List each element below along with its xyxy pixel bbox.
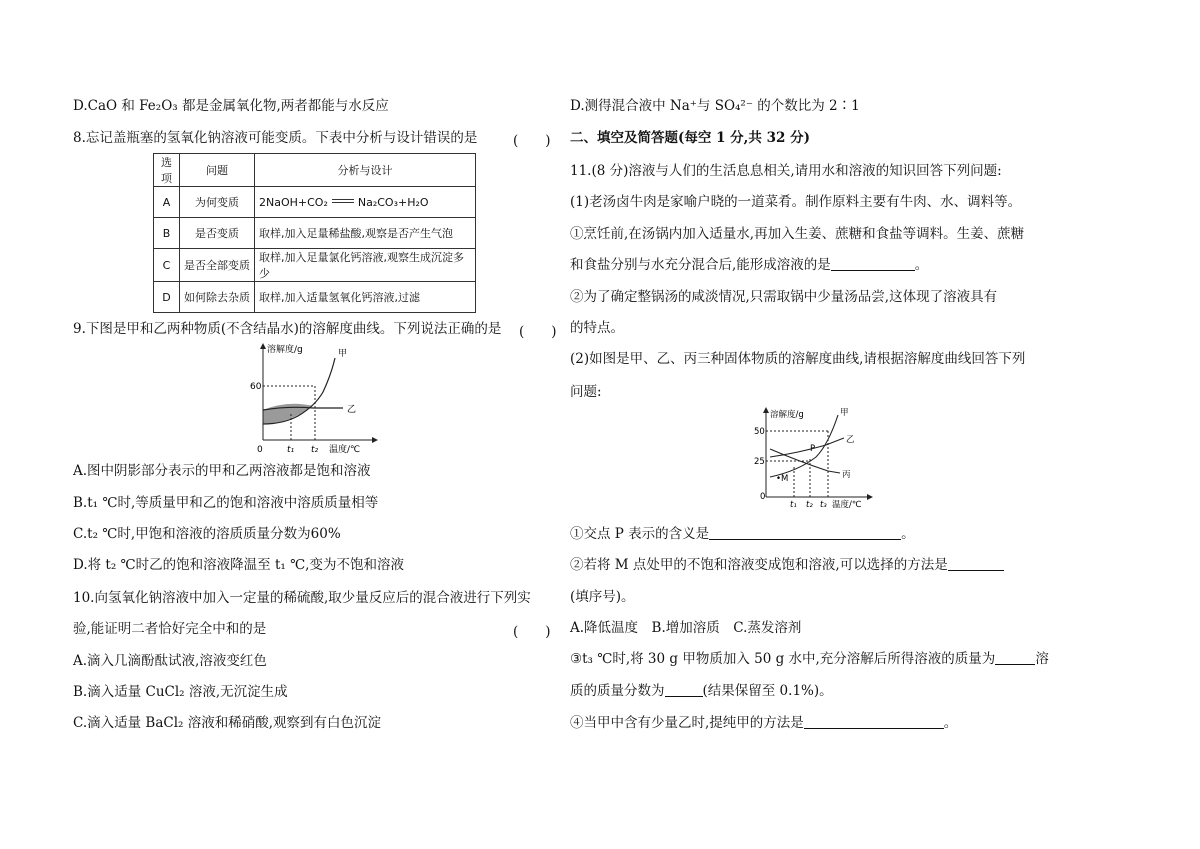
- q11-part1-1-line2: [570, 256, 928, 274]
- q11-sub3-line1: [570, 650, 1049, 668]
- q9-solubility-graph: [243, 340, 383, 458]
- q11-part1-2-line2: 的特点。: [570, 320, 624, 336]
- table-cell: 是否全部变质: [180, 249, 255, 282]
- tick-t1: t₁: [287, 445, 295, 455]
- table-header: 问题: [180, 154, 255, 187]
- q9-option-a: A.图中阴影部分表示的甲和乙两溶液都是饱和溶液: [73, 463, 371, 479]
- q10-option-c: C.滴入适量 BaCl₂ 溶液和稀硝酸,观察到有白色沉淀: [73, 715, 382, 731]
- answer-blank[interactable]: [831, 256, 915, 271]
- table-cell: 取样,加入足量稀盐酸,观察是否产生气泡: [255, 218, 476, 249]
- answer-blank[interactable]: [665, 682, 703, 697]
- tick-60: 60: [250, 382, 262, 392]
- tick-t1: t₁: [790, 500, 797, 510]
- prompt-text: ①交点 P 表示的含义是: [570, 526, 710, 542]
- origin-label: 0: [760, 492, 766, 502]
- q11-sub2-options: A.降低温度 B.增加溶质 C.蒸发溶剂: [570, 620, 802, 636]
- table-row: [154, 218, 476, 249]
- q9-option-b: B.t₁ ℃时,等质量甲和乙的饱和溶液中溶质质量相等: [73, 495, 379, 511]
- q11-solubility-graph: [748, 405, 878, 515]
- table-cell: C: [154, 249, 180, 282]
- label-point-m: •M: [776, 474, 789, 484]
- answer-blank[interactable]: [995, 650, 1035, 665]
- prompt-text: 质的质量分数为: [570, 683, 665, 699]
- answer-blank[interactable]: [948, 556, 1004, 571]
- table-cell: 为何变质: [180, 187, 255, 218]
- q8-stem: 8.忘记盖瓶塞的氢氧化钠溶液可能变质。下表中分析与设计错误的是: [73, 130, 478, 146]
- table-row: [154, 249, 476, 282]
- prompt-text: 溶: [1035, 651, 1049, 667]
- label-yi: 乙: [846, 435, 855, 445]
- tick-t2: t₂: [311, 445, 319, 455]
- prompt-text: 和食盐分别与水充分混合后,能形成溶液的是: [570, 257, 831, 273]
- prompt-text: 。: [901, 526, 915, 542]
- q11-part2-line2: 问题:: [570, 384, 602, 400]
- tick-25: 25: [754, 457, 765, 467]
- answer-blank[interactable]: [804, 714, 944, 729]
- q11-sub2-note: (填序号)。: [570, 589, 635, 605]
- q10-option-b: B.滴入适量 CuCl₂ 溶液,无沉淀生成: [73, 684, 288, 700]
- table-cell: 取样,加入适量氢氧化钙溶液,过滤: [255, 282, 476, 313]
- tick-t2: t₂: [806, 500, 813, 510]
- q10-option-d: D.测得混合液中 Na⁺与 SO₄²⁻ 的个数比为 2∶1: [570, 98, 860, 114]
- answer-blank[interactable]: [709, 525, 901, 540]
- q11-sub3-line2: [570, 682, 833, 700]
- q11-part1-1-line1: ①烹饪前,在汤锅内加入适量水,再加入生姜、蔗糖和食盐等调料。生姜、蔗糖: [570, 226, 1025, 242]
- q9-option-c: C.t₂ ℃时,甲饱和溶液的溶质质量分数为60%: [73, 526, 341, 542]
- prompt-text: 。: [914, 257, 929, 273]
- q11-part1: (1)老汤卤牛肉是家喻户晓的一道菜肴。制作原料主要有牛肉、水、调料等。: [570, 194, 1022, 210]
- q8-table: [153, 153, 476, 313]
- x-axis-label: 温度/℃: [329, 445, 361, 455]
- q7-option-d: D.CaO 和 Fe₂O₃ 都是金属氧化物,两者都能与水反应: [73, 98, 389, 114]
- origin-label: 0: [257, 445, 263, 455]
- table-cell: 取样,加入足量氯化钙溶液,观察生成沉淀多少: [255, 249, 476, 282]
- q10-option-a: A.滴入几滴酚酞试液,溶液变红色: [73, 653, 267, 669]
- x-axis-label: 温度/℃: [832, 500, 862, 510]
- prompt-text: ④当甲中含有少量乙时,提纯甲的方法是: [570, 715, 804, 731]
- q11-sub2: [570, 556, 1004, 574]
- q11-stem: 11.(8 分)溶液与人们的生活息息相关,请用水和溶液的知识回答下列问题:: [570, 163, 1002, 179]
- tick-50: 50: [754, 427, 765, 437]
- tick-t3: t₃: [820, 500, 827, 510]
- label-jia: 甲: [338, 349, 348, 359]
- table-cell: B: [154, 218, 180, 249]
- prompt-text: (结果保留至 0.1%)。: [702, 683, 833, 699]
- table-cell: 是否变质: [180, 218, 255, 249]
- prompt-text: 。: [943, 715, 958, 731]
- equation-right: Na₂CO₃+H₂O: [357, 195, 429, 209]
- label-yi: 乙: [347, 405, 357, 415]
- q10-answer-bracket: ( ): [513, 624, 551, 640]
- label-bing: 丙: [842, 470, 851, 480]
- shaded-region: [263, 404, 313, 424]
- table-cell: 如何除去杂质: [180, 282, 255, 313]
- table-row: [154, 282, 476, 313]
- y-axis-label: 溶解度/g: [770, 410, 804, 420]
- q8-answer-bracket: ( ): [513, 133, 551, 149]
- table-cell: A: [154, 187, 180, 218]
- label-point-p: P: [810, 444, 816, 454]
- y-axis-label: 溶解度/g: [267, 345, 303, 355]
- equation-left: 2NaOH+CO₂: [259, 195, 328, 209]
- section-title: 二、填空及简答题(每空 1 分,共 32 分): [570, 130, 810, 146]
- table-header: 选项: [154, 154, 180, 187]
- table-row: [154, 187, 476, 218]
- q11-part1-2-line1: ②为了确定整锅汤的咸淡情况,只需取锅中少量汤品尝,这体现了溶液具有: [570, 289, 998, 305]
- q10-stem-line2: 验,能证明二者恰好完全中和的是: [73, 621, 267, 637]
- curve-bing: [770, 449, 840, 473]
- prompt-text: ③t₃ ℃时,将 30 g 甲物质加入 50 g 水中,充分溶解后所得溶液的质量为: [570, 651, 996, 667]
- table-header: 分析与设计: [255, 154, 476, 187]
- table-cell: [255, 187, 476, 218]
- q10-stem-line1: 10.向氢氧化钠溶液中加入一定量的稀硫酸,取少量反应后的混合液进行下列实: [73, 590, 531, 606]
- q11-sub4: [570, 714, 957, 732]
- label-jia: 甲: [840, 408, 849, 418]
- equation-sign: [332, 199, 354, 203]
- q11-part2-line1: (2)如图是甲、乙、丙三种固体物质的溶解度曲线,请根据溶解度曲线回答下列: [570, 351, 1026, 367]
- prompt-text: ②若将 M 点处甲的不饱和溶液变成饱和溶液,可以选择的方法是: [570, 557, 948, 573]
- table-cell: D: [154, 282, 180, 313]
- q11-sub1: [570, 525, 915, 543]
- q9-option-d: D.将 t₂ ℃时乙的饱和溶液降温至 t₁ ℃,变为不饱和溶液: [73, 557, 404, 573]
- q9-stem: 9.下图是甲和乙两种物质(不含结晶水)的溶解度曲线。下列说法正确的是: [73, 321, 502, 337]
- q9-answer-bracket: ( ): [519, 324, 557, 340]
